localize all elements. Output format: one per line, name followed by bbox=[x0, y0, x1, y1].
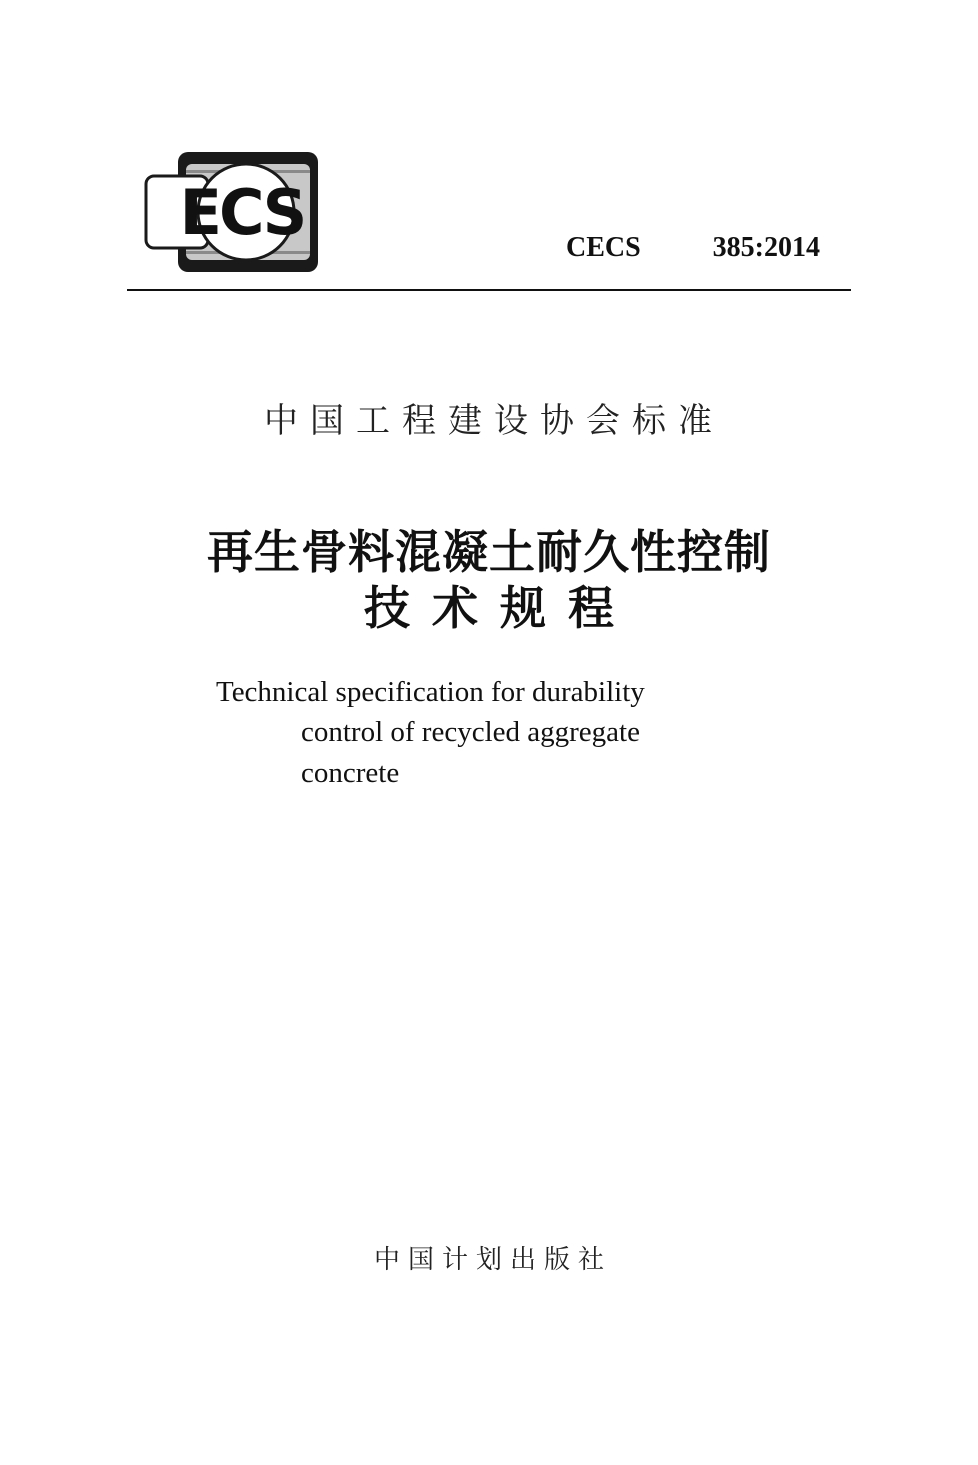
standard-number: 385:2014 bbox=[712, 232, 820, 263]
english-title-line-3: concrete bbox=[301, 757, 400, 789]
english-title-line-1: Technical specification for durability bbox=[216, 676, 645, 708]
organization-name: 中国工程建设协会标准 bbox=[264, 401, 724, 441]
publisher-name: 中国计划出版社 bbox=[373, 1245, 612, 1275]
english-title-line-2: control of recycled aggregate bbox=[301, 716, 640, 748]
logo-text: ECS bbox=[179, 176, 305, 249]
chinese-title-line-1: 再生骨料混凝土耐久性控制 bbox=[207, 525, 771, 579]
ecs-logo bbox=[142, 150, 338, 274]
chinese-title-line-2: 技术规程 bbox=[364, 581, 636, 635]
standard-code bbox=[566, 231, 820, 265]
header-divider bbox=[127, 289, 851, 291]
series-label: CECS bbox=[566, 232, 641, 263]
